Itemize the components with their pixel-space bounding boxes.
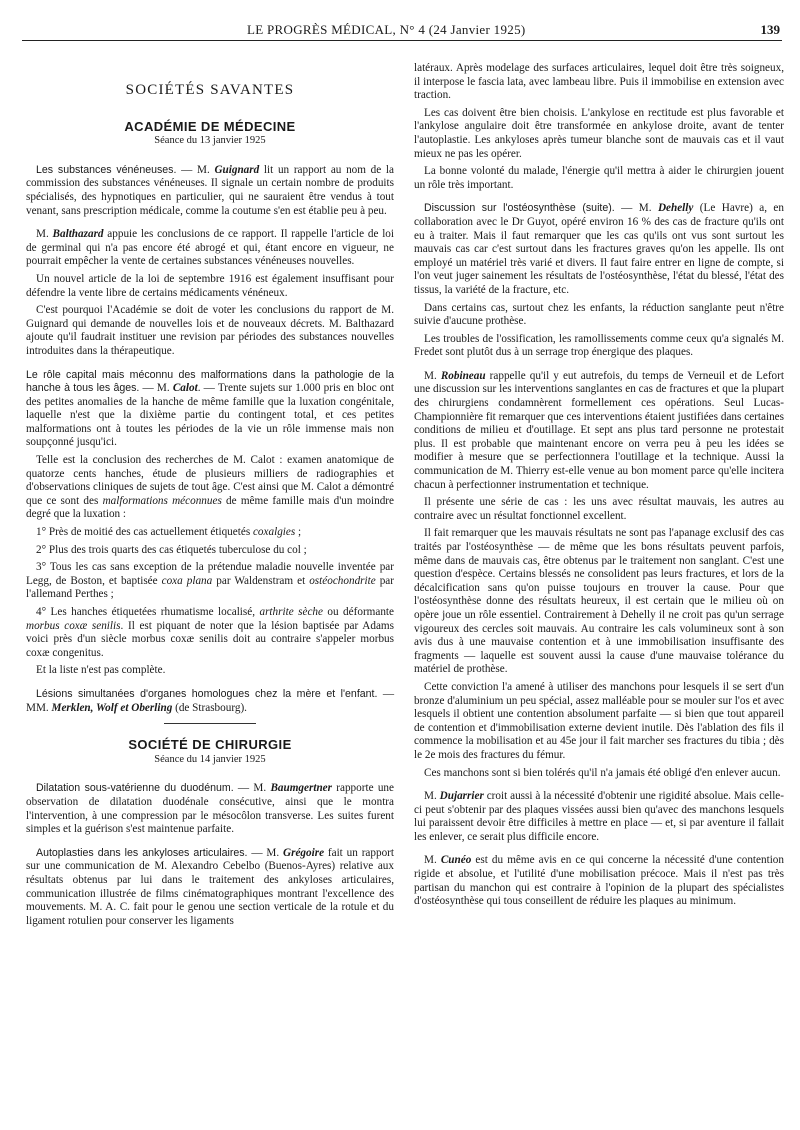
author-name: Robineau [440, 369, 486, 382]
paragraph-lead: Lésions simultanées d'organes homologues chez la mère et l'enfant. [36, 687, 378, 700]
list-item: 3° Tous les cas sans exception de la prétendue maladie nouvelle inventée par Legg, de Boston, et baptisée coxa plana par Waldenstram et ostéochondrite par l'allemand Perthes ; [26, 561, 394, 601]
paragraph: M. Balthazard appuie les conclusions de ce rapport. Il rappelle l'article de loi de germinal qui n'a pas encore été abrogé et qui, étant encore en vigueur, ne pourrait empêcher la vente de certaines substances vénéneuses nouvelles. [26, 228, 395, 268]
paragraph: Il fait remarquer que les mauvais résultats ne sont pas l'apanage exclusif des cas traités par l'ostéosynthèse — de même que les bons résultats peuvent parfois, même dans de mauvais cas, être obtenus par le traitement non sanglant. C'est une question d'espèce. Certains blessés ne consolident pas leurs fractures, et lors de la décalcification sans qu'on puisse toujours en trouver la cause. Pour que l'ostéosynthèse donne des résultats heureux, il est certain que le milieu où on opère joue un rôle essentiel. Contrairement à Dehelly il ne croit pas qu'un serrage vigoureux des cercles soit mauvais. Au contraire les cals volumineux sont à son avis dus à une mauvaise contention et à une immobilisation insuffisante des fragments — laquelle est souvent aussi la cause d'une mauvaise tolérance du matériel de prothèse. [414, 527, 784, 676]
paragraph: Ces manchons sont si bien tolérés qu'il n'a jamais été obligé d'en enlever aucun. [424, 766, 781, 779]
author-name: Cunéo [440, 854, 472, 867]
paragraph: M. Dujarrier croit aussi à la nécessité d'obtenir une rigidité absolue. Mais celle-ci peut s'obtenir par des plaques vissées aussi bien qu'avec des manchons lesquels lui paraissent devoir être difficiles à mettre en place — et, si par aventure il fallait les enlever, ce serait plus difficile encore. [414, 790, 784, 843]
author-name: Baumgertner [270, 782, 332, 795]
author-name: Dehelly [657, 202, 694, 215]
academie-date: Séance du 13 janvier 1925 [154, 135, 266, 147]
paragraph: Le rôle capital mais méconnu des malformations dans la pathologie de la hanche à tous les âges. — M. Calot. — Trente sujets sur 1.000 pris en bloc ont des petites anomalies de la hanche de même famille que la luxation congénitale, laquelle n'est que la dixième partie du contingent total, et ces petites malformations ont à toutes les périodes de la vie un rôle immense mais non soupçonné jusqu'ici. [26, 368, 395, 449]
author-name: Dujarrier [439, 790, 484, 803]
left-column [26, 58, 394, 932]
right-column [414, 62, 784, 913]
paragraph: Lésions simultanées d'organes homologues chez la mère et l'enfant. — MM. Merklen, Wolf et Oberling (de Strasbourg). [26, 687, 395, 714]
page-number: 139 [760, 22, 780, 37]
paragraph: Les substances vénéneuses. — M. Guignard lit un rapport au nom de la commission des substances vénéneuses. Il signale un certain nombre de produits spécialisés, des hypnotiques en particulier, qui ne sauraient être vendus à tout venant, sans prescription médicale, comme la coutume s'en est établie peu à peu. [26, 163, 394, 217]
paragraph: Cette conviction l'a amené à utiliser des manchons pour lesquels il se sert d'un bronze d'aluminium un peu spécial, assez malléable pour se mouler sur l'os et avec lesquels il obtient une contention absolument parfaite — si bien que tout appareil de contention et d'immobilisation externe devient inutile. Dès l'ablation des fils il commence la mobilisation et au 45e jour il fait marcher ses fractures du tibia ; dès le 2e mois des fractures du fémur. [414, 680, 784, 761]
list-item: 1° Près de moitié des cas actuellement étiquetés coxalgies ; [36, 526, 302, 539]
paragraph-lead: Autoplasties dans les ankyloses articulaires. [36, 846, 248, 859]
paragraph: La bonne volonté du malade, l'énergie qu'il mettra à aider le chirurgien jouent un rôle très important. [414, 165, 784, 191]
author-name: Merklen, Wolf et Oberling [51, 701, 173, 714]
paragraph-lead: Les substances vénéneuses. [36, 163, 177, 176]
paragraph: Dans certains cas, surtout chez les enfants, la réduction sanglante peut n'être suivie d'aucune prothèse. [414, 301, 784, 328]
paragraph: Les cas doivent être bien choisis. L'ankylose en rectitude est plus favorable et l'ankylose angulaire doit être transformée en ankylose droite, avant de tenter l'autoplastie. Les ankyloses après tumeur blanche sont de mauvais cas et il vaut mieux ne pas les opérer. [414, 106, 784, 160]
paragraph: latéraux. Après modelage des surfaces articulaires, lequel doit être très soigneux, il interpose le fascia lata, avec lambeau libre. Puis il immobilise en extension avec traction. [414, 62, 784, 102]
paragraph: Il présente une série de cas : les uns avec résultat mauvais, les autres au contraire avec un résultat fonctionnel excellent. [414, 496, 784, 522]
author-name: Calot [172, 382, 198, 395]
author-name: Balthazard [52, 228, 104, 241]
paragraph: Autoplasties dans les ankyloses articulaires. — M. Grégoire fait un rapport sur une communication de M. Alexandro Cebelbo (Buenos-Ayres) relative aux résultats obtenus par lui dans le traitement des ankyloses articulaires, communication illustrée de films cinématographiques montrant l'excellence des mouvements. M. A. C. fait pour le genou une section verticale de la rotule et du ligament rotulien pour conserver les ligaments [26, 846, 394, 927]
paragraph: Un nouvel article de la loi de septembre 1916 est également insuffisant pour défendre la vente libre de certains médicaments vénéneux. [26, 272, 394, 299]
numbered-list [26, 526, 394, 660]
list-item: 4° Les hanches étiquetées rhumatisme localisé, arthrite sèche ou déformante morbus coxæ senilis. Il est piquant de noter que la lésion baptisée par Adams voici près d'un siècle morbus coxæ senilis doit au contraire s'appeler morbus coxæ congenitus. [26, 606, 394, 659]
paragraph: M. Robineau rappelle qu'il y eut autrefois, du temps de Verneuil et de Lefort une discussion sur les interventions sanglantes en cas de fractures et que la plupart des chirurgiens condamnèrent formellement ces opérations. Seul Lucas-Championnière fit remarquer que ces interventions étaient justifiées dans certaines conditions de milieu et d'outillage. Et sept ans plus tard personne ne protestait plus. Il est probable que maintenant encore on verra peu à peu les idées se modifier à mesure que se perfectionnera l'outillage et la technique. Aussi la communication de M. Thierry est-elle venue au bon moment parce qu'elle incitera chacun à perfectionner instrumentation et technique. [414, 369, 784, 491]
author-name: Guignard [214, 163, 260, 176]
paragraph: M. Cunéo est du même avis en ce qui concerne la nécessité d'une contention rigide et absolue, et l'utilité d'une mobilisation précoce. Mais il n'est pas très partisan du manchon qui est contraire à l'opinion de la plupart des spécialistes d'ostéosynthèse qui tous conseillent de réduire les plaques au minimum. [414, 854, 784, 908]
paragraph-lead: Le rôle capital mais méconnu des malformations dans la pathologie de la hanche à tous les âges. [26, 368, 394, 395]
paragraph: Et la liste n'est pas complète. [36, 664, 166, 677]
paragraph: Discussion sur l'ostéosynthèse (suite). — M. Dehelly (Le Havre) a, en collaboration avec le Dr Guyot, opéré environ 16 % des cas de fracture qu'ils ont eu à traiter. Mais il faut remarquer que les cas qu'ils ont vus sont surtout les mauvais cas car c'est surtout dans les fractures graves qu'on les appelle. Ils ont employé un matériel très varié et divers. Il faut faire entrer en ligne de compte, si l'on veut juger sainement les résultats de l'ostéosynthèse, l'état du blessé, l'état des tissus, la variété de la fracture, etc. [414, 202, 784, 296]
journal-title: LE PROGRÈS MÉDICAL, N° 4 (24 Janvier 1925) [247, 22, 526, 37]
section-title: SOCIÉTÉS SAVANTES [125, 82, 295, 98]
chirurgie-date: Séance du 14 janvier 1925 [154, 753, 266, 765]
paragraph: C'est pourquoi l'Académie se doit de voter les conclusions du rapport de M. Guignard qui demande de nouvelles lois et de nouveaux décrets. M. Balthazard ajoute qu'il faudrait instituer une revision par périodes des substances nouvelles introduites dans la thérapeutique. [26, 304, 394, 357]
academie-title: ACADÉMIE DE MÉDECINE [124, 118, 296, 134]
running-header [22, 22, 782, 41]
author-name: Grégoire [283, 846, 325, 859]
section-divider [164, 723, 256, 724]
chirurgie-title: SOCIÉTÉ DE CHIRURGIE [128, 737, 292, 753]
list-item: 2° Plus des trois quarts des cas étiquetés tuberculose du col ; [36, 543, 307, 556]
paragraph-lead: Discussion sur l'ostéosynthèse (suite). [424, 202, 615, 215]
paragraph: Telle est la conclusion des recherches de M. Calot : examen anatomique de quatorze cents hanches, étude de plusieurs milliers de radiographies et d'observations cliniques de sujets de tout âge. C'est ainsi que M. Calot a démontré que ce sont des malformations méconnues de même famille mais d'un moindre degré que la luxation : [26, 454, 394, 521]
paragraph: Dilatation sous-vatérienne du duodénum. — M. Baumgertner rapporte une observation de dilatation duodénale consécutive, ainsi que le montra l'intervention, à une compression par le mésocôlon transverse. Les suites furent simples et la guérison s'est maintenue parfaite. [26, 782, 394, 836]
paragraph: Les troubles de l'ossification, les ramollissements comme ceux qu'a signalés M. Fredet sont plutôt dus à un serrage trop énergique des plaques. [414, 332, 784, 359]
paragraph-lead: Dilatation sous-vatérienne du duodénum. [36, 782, 234, 795]
